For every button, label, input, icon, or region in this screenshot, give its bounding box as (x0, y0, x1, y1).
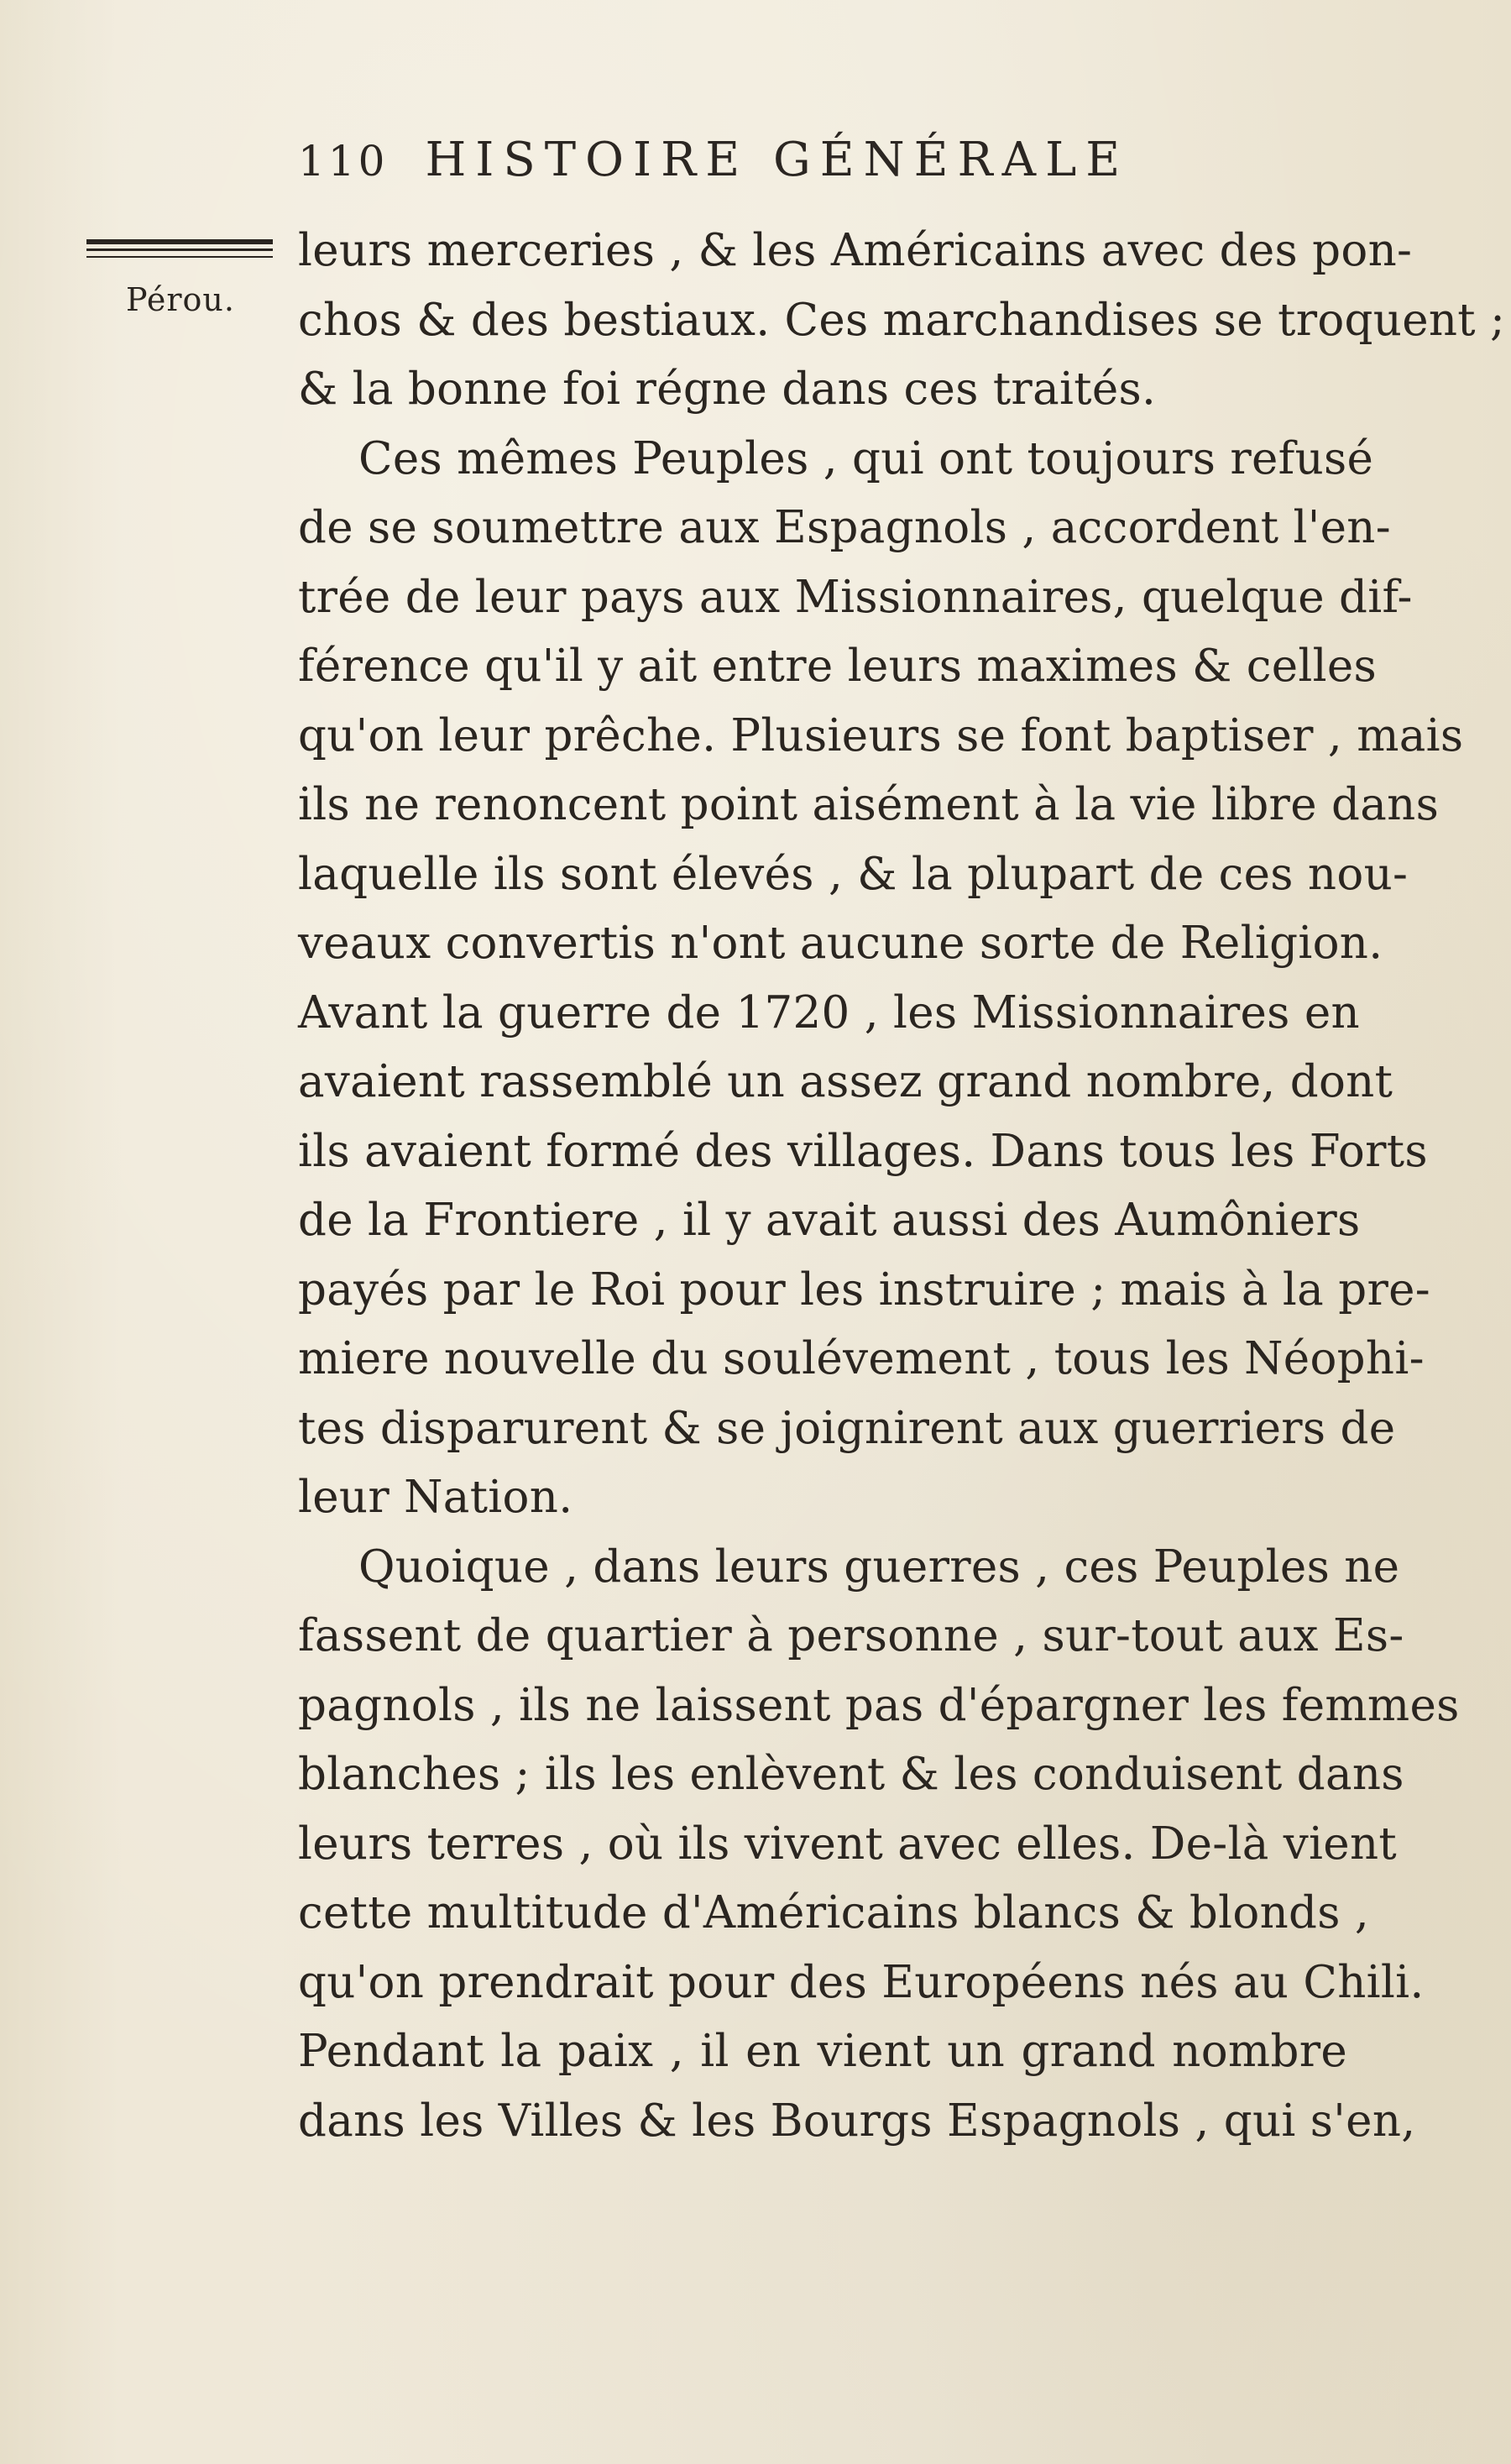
text-line: & la bonne foi régne dans ces traités. (298, 364, 1157, 415)
text-line: dans les Villes & les Bourgs Espagnols , qui s'en, (298, 2095, 1416, 2147)
page-number: 110 (298, 137, 389, 186)
text-line: ils ne renoncent point aisément à la vie libre dans (298, 779, 1440, 830)
text-line: avaient rassemblé un assez grand nombre, dont (298, 1056, 1393, 1107)
margin-rule (86, 256, 273, 258)
text-line: trée de leur pays aux Missionnaires, quelque dif- (298, 571, 1413, 623)
text-line: leurs terres , où ils vivent avec elles. De-là vient (298, 1818, 1398, 1870)
text-line: ils avaient formé des villages. Dans tous les Forts (298, 1125, 1428, 1177)
text-line: qu'on leur prêche. Plusieurs se font baptiser , mais (298, 709, 1464, 761)
text-line: de se soumettre aux Espagnols , accordent l'en- (298, 502, 1391, 553)
text-line: Avant la guerre de 1720 , les Missionnaires en (298, 986, 1360, 1038)
text-line: tes disparurent & se joignirent aux guerriers de (298, 1402, 1396, 1454)
margin-rule (86, 248, 273, 251)
text-line: leurs merceries , & les Américains avec des pon- (298, 225, 1413, 276)
text-line: de la Frontiere , il y avait aussi des Aumôniers (298, 1195, 1361, 1246)
body-text (298, 217, 1506, 2156)
margin-rule (86, 239, 273, 244)
page-header (298, 133, 1221, 200)
running-title: HISTOIRE GÉNÉRALE (425, 133, 1130, 187)
text-line: pagnols , ils ne laissent pas d'épargner les femmes (298, 1679, 1460, 1731)
text-line: qu'on prendrait pour des Européens nés au Chili. (298, 1956, 1425, 2008)
text-line: payés par le Roi pour les instruire ; mais à la pre- (298, 1263, 1430, 1316)
text-line: blanches ; ils les enlèvent & les conduisent dans (298, 1749, 1404, 1800)
text-line: Ces mêmes Peuples , qui ont toujours refusé (358, 432, 1374, 484)
text-line: laquelle ils sont élevés , & la plupart de ces nou- (298, 848, 1409, 900)
text-line: miere nouvelle du soulévement , tous les Néophi- (298, 1333, 1425, 1384)
text-line: fassent de quartier à personne , sur-tout aux Es- (298, 1610, 1404, 1661)
text-line: Pendant la paix , il en vient un grand nombre (298, 2026, 1347, 2077)
text-line: Quoique , dans leurs guerres , ces Peuples ne (358, 1541, 1400, 1593)
text-line: leur Nation. (298, 1472, 573, 1523)
margin-note: Pérou. (126, 281, 235, 318)
text-line: veaux convertis n'ont aucune sorte de Religion. (298, 918, 1383, 969)
text-line: férence qu'il y ait entre leurs maximes & celles (298, 641, 1378, 692)
text-line: cette multitude d'Américains blancs & blonds , (298, 1887, 1370, 1938)
text-line: chos & des bestiaux. Ces marchandises se troquent ; (298, 294, 1506, 346)
